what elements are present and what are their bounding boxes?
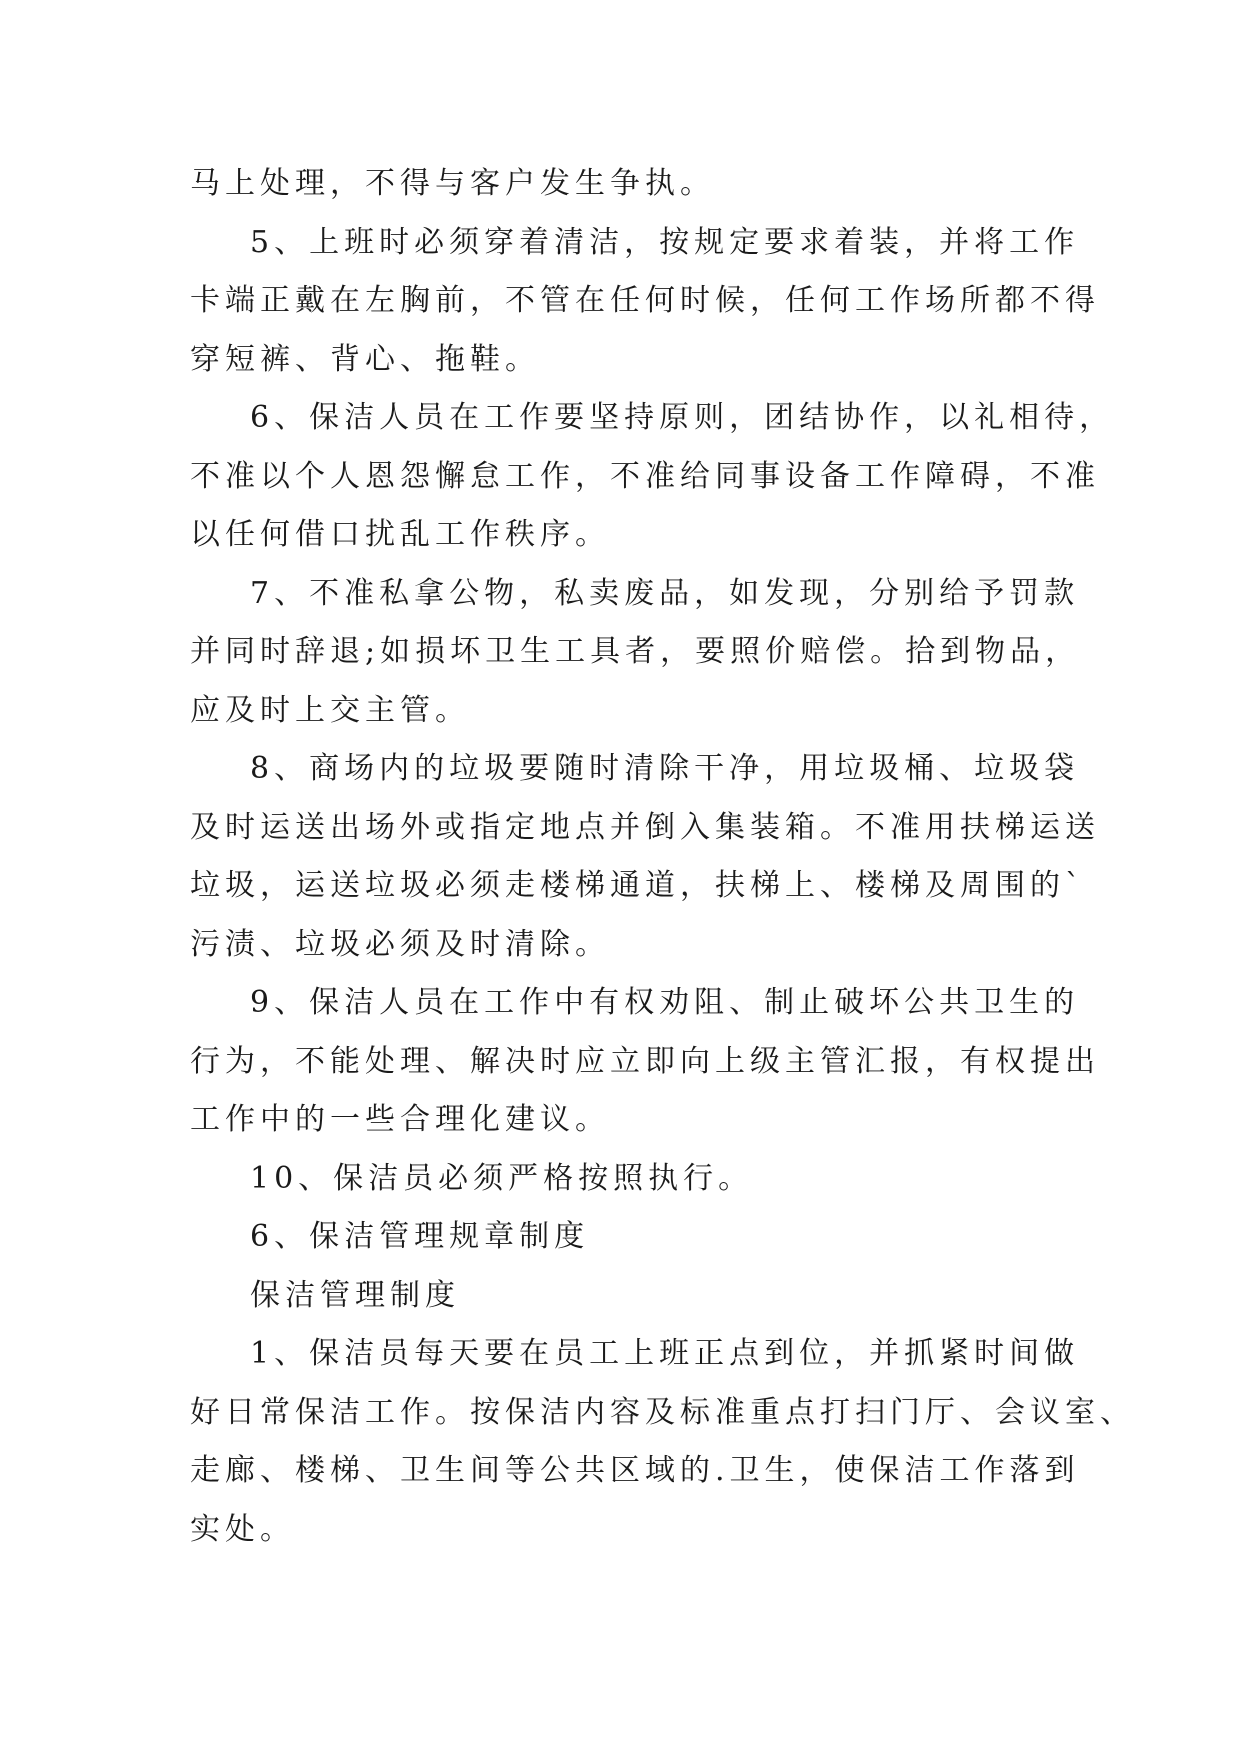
text-line: 工作中的一些合理化建议。: [190, 1102, 610, 1137]
paragraph-item-1-start: 1、保洁员每天要在员工上班正点到位，并抓紧时间做: [250, 1336, 1080, 1371]
text-line: 应及时上交主管。: [190, 692, 470, 728]
text-line: 行为，不能处理、解决时应立即向上级主管汇报，有权提出: [190, 1043, 1100, 1079]
text-line: 以任何借口扰乱工作秩序。: [190, 517, 610, 552]
text-line: 卡端正戴在左胸前，不管在任何时候，任何工作场所都不得: [190, 283, 1100, 318]
text-line: 走廊、楼梯、卫生间等公共区域的.卫生，使保洁工作落到: [190, 1453, 1080, 1488]
text-line: 好日常保洁工作。按保洁内容及标准重点打扫门厅、会议室、: [190, 1394, 1135, 1430]
subsection-heading: 保洁管理制度: [250, 1277, 460, 1313]
text-line: 污渍、垃圾必须及时清除。: [190, 926, 610, 962]
paragraph-item-6-start: 6、保洁人员在工作要坚持原则，团结协作，以礼相待，: [250, 400, 1115, 435]
paragraph-item-9-start: 9、保洁人员在工作中有权劝阻、制止破坏公共卫生的: [250, 985, 1080, 1020]
section-heading: 6、保洁管理规章制度: [250, 1219, 590, 1254]
paragraph-item-10: 10、保洁员必须严格按照执行。: [250, 1160, 754, 1196]
text-line: 垃圾，运送垃圾必须走楼梯通道，扶梯上、楼梯及周围的`: [190, 868, 1085, 903]
text-line: 并同时辞退;如损坏卫生工具者，要照价赔偿。拾到物品，: [190, 634, 1081, 669]
document-body: [190, 155, 1135, 1559]
text-line: 马上处理，不得与客户发生争执。: [190, 166, 715, 201]
text-line: 不准以个人恩怨懈怠工作，不准给同事设备工作障碍，不准: [190, 458, 1100, 494]
text-line: 实处。: [190, 1511, 295, 1547]
paragraph-item-7-start: 7、不准私拿公物，私卖废品，如发现，分别给予罚款: [250, 575, 1080, 611]
text-line: 穿短裤、背心、拖鞋。: [190, 341, 540, 377]
text-line: 及时运送出场外或指定地点并倒入集装箱。不准用扶梯运送: [190, 809, 1100, 845]
paragraph-item-8-start: 8、商场内的垃圾要随时清除干净，用垃圾桶、垃圾袋: [250, 751, 1080, 786]
paragraph-item-5-start: 5、上班时必须穿着清洁，按规定要求着装，并将工作: [250, 224, 1080, 260]
